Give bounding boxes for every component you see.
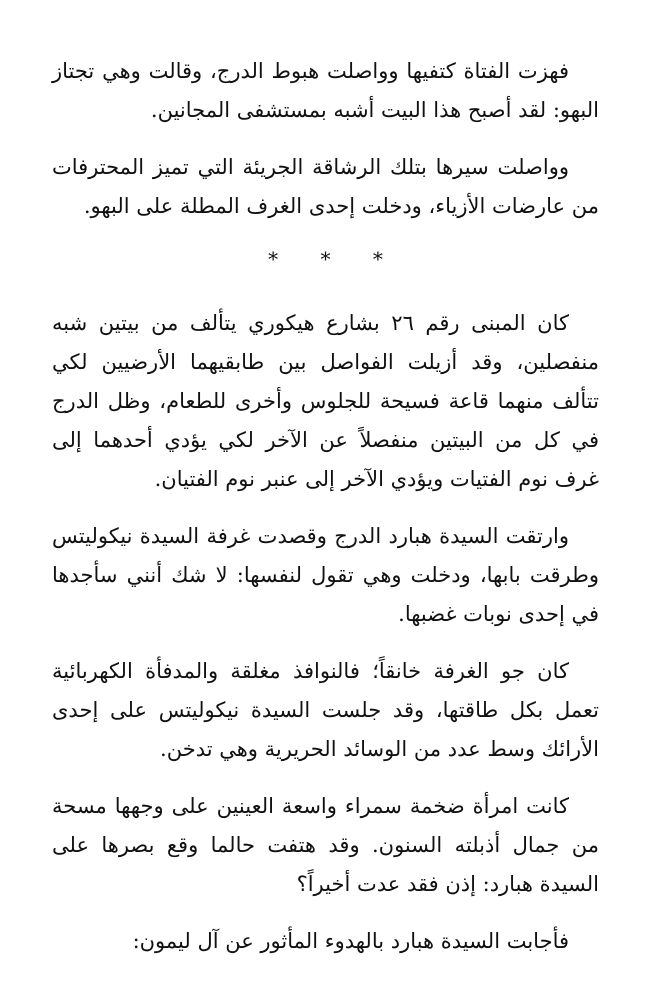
paragraph: كان جو الغرفة خانقاً؛ فالنوافذ مغلقة والمدفأة الكهربائية تعمل بكل طاقتها، وقد جلست السيدة نيكوليتس على إحدى الأرائك وسط عدد من الوسائد الحريرية وهي تدخن. (52, 659, 599, 761)
paragraph: فهزت الفتاة كتفيها وواصلت هبوط الدرج، وقالت وهي تجتاز البهو: لقد أصبح هذا البيت أشبه بمستشفى المجانين. (52, 59, 599, 122)
section-separator: * * * (268, 247, 401, 271)
paragraph: فأجابت السيدة هبارد بالهدوء المأثور عن آل ليمون: (132, 929, 569, 953)
paragraph: كان المبنى رقم ٢٦ بشارع هيكوري يتألف من بيتين شبه منفصلين، وقد أزيلت الفواصل بين طابقيهما الأرضيين لكي تتألف منهما قاعة فسيحة للجلوس وأخرى للطعام، وظل الدرج في كل من البيتين منفصلاً عن الآخر لكي يؤدي أحدهما إلى غرف نوم الفتيات ويؤدي الآخر إلى عنبر نوم الفتيان. (52, 311, 599, 491)
paragraph: كانت امرأة ضخمة سمراء واسعة العينين على وجهها مسحة من جمال أذبلته السنون. وقد هتفت حالما وقع بصرها على السيدة هبارد: إذن فقد عدت أخيراً؟ (52, 794, 599, 896)
paragraph: وواصلت سيرها بتلك الرشاقة الجريئة التي تميز المحترفات من عارضات الأزياء، ودخلت إحدى الغرف المطلة على البهو. (52, 155, 599, 218)
book-page (52, 52, 599, 1000)
paragraph: وارتقت السيدة هبارد الدرج وقصدت غرفة السيدة نيكوليتس وطرقت بابها، ودخلت وهي تقول لنفسها: لا شك أنني سأجدها في إحدى نوبات غضبها. (52, 524, 599, 626)
